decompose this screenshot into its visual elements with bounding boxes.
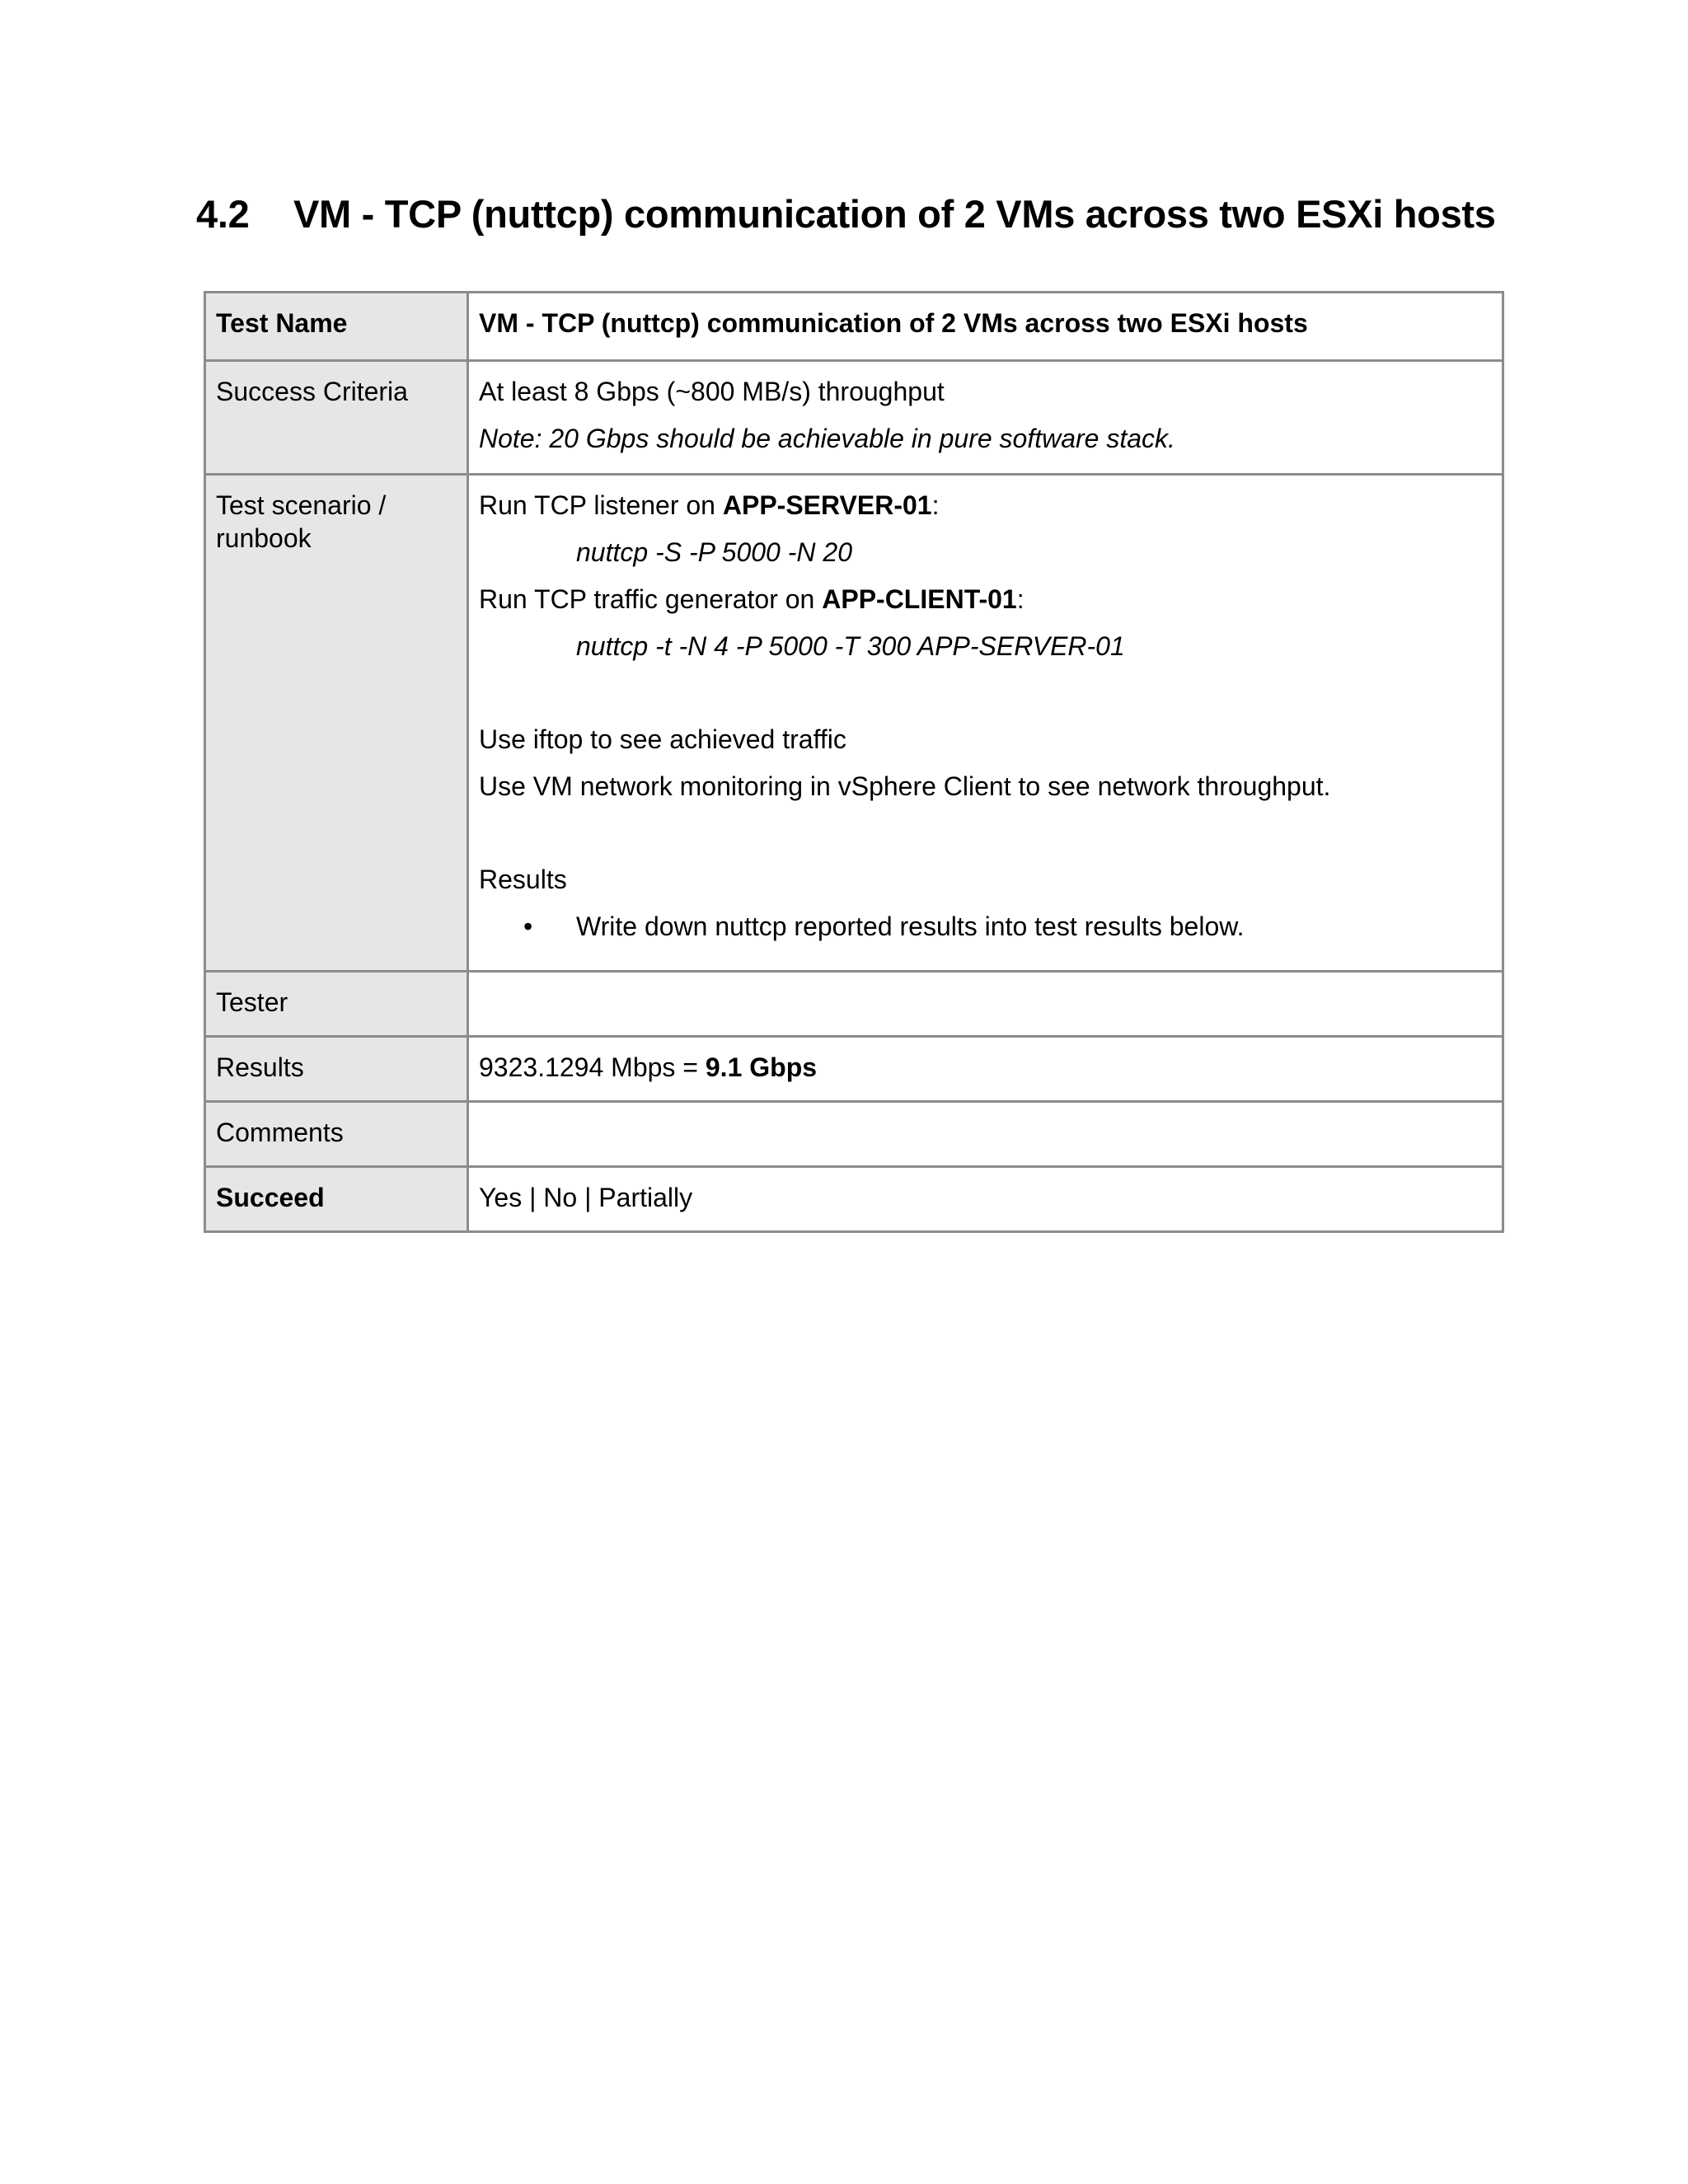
results-label-cell [205,1037,468,1102]
results-value-gbps: 9.1 Gbps [705,1052,818,1082]
table-row-success-criteria [205,361,1503,475]
listener-host: APP-SERVER-01 [722,490,932,520]
test-name-value: VM - TCP (nuttcp) communication of 2 VMs across two ESXi hosts [479,308,1308,338]
comments-label-cell [205,1102,468,1167]
test-name-value-cell [468,293,1503,361]
vsphere-instruction: Use VM network monitoring in vSphere Client to see network throughput. [479,771,1331,801]
success-criteria-label-cell [205,361,468,475]
generator-host: APP-CLIENT-01 [822,584,1017,614]
test-case-table [204,291,1504,1233]
test-name-label: Test Name [216,308,348,338]
listener-command: nuttcp -S -P 5000 -N 20 [576,537,852,567]
results-value-prefix: 9323.1294 Mbps = [479,1052,706,1082]
table-row-results [205,1037,1503,1102]
results-label: Results [216,1052,304,1082]
table-row-succeed [205,1167,1503,1232]
succeed-value: Yes | No | Partially [479,1183,693,1212]
iftop-instruction: Use iftop to see achieved traffic [479,724,846,754]
success-criteria-label: Success Criteria [216,377,408,406]
section-title: VM - TCP (nuttcp) communication of 2 VMs across two ESXi hosts [293,192,1496,236]
generator-prefix: Run TCP traffic generator on [479,584,823,614]
listener-prefix: Run TCP listener on [479,490,723,520]
success-criteria-line: At least 8 Gbps (~800 MB/s) throughput [479,377,945,406]
bullet-icon: • [523,912,533,941]
scenario-label-cell [205,475,468,972]
table-row-test-name [205,293,1503,361]
comments-label: Comments [216,1118,344,1147]
tester-label: Tester [216,987,288,1017]
results-heading: Results [479,865,567,894]
generator-instruction [479,583,1492,616]
spacer [479,663,1492,709]
comments-value-cell [468,1102,1503,1167]
list-item [479,910,1492,943]
table-row-comments [205,1102,1503,1167]
results-value-cell [468,1037,1503,1102]
succeed-value-cell [468,1167,1503,1232]
generator-command: nuttcp -t -N 4 -P 5000 -T 300 APP-SERVER-01 [576,631,1125,661]
section-number: 4.2 [196,192,250,236]
table-row-scenario [205,475,1503,972]
tester-value-cell [468,972,1503,1037]
succeed-label: Succeed [216,1183,325,1212]
test-name-label-cell [205,293,468,361]
success-criteria-note: Note: 20 Gbps should be achievable in pure software stack. [479,424,1175,453]
succeed-label-cell [205,1167,468,1232]
scenario-label: Test scenario / runbook [216,490,387,553]
table-row-tester [205,972,1503,1037]
generator-suffix: : [1016,584,1025,614]
listener-suffix: : [931,490,940,520]
success-criteria-value-cell [468,361,1503,475]
section-heading [196,192,1515,237]
listener-instruction [479,489,1492,522]
tester-label-cell [205,972,468,1037]
scenario-value-cell [468,475,1503,972]
results-value [479,1051,1492,1084]
spacer [479,803,1492,849]
results-bullet-text: Write down nuttcp reported results into test results below. [576,912,1245,941]
